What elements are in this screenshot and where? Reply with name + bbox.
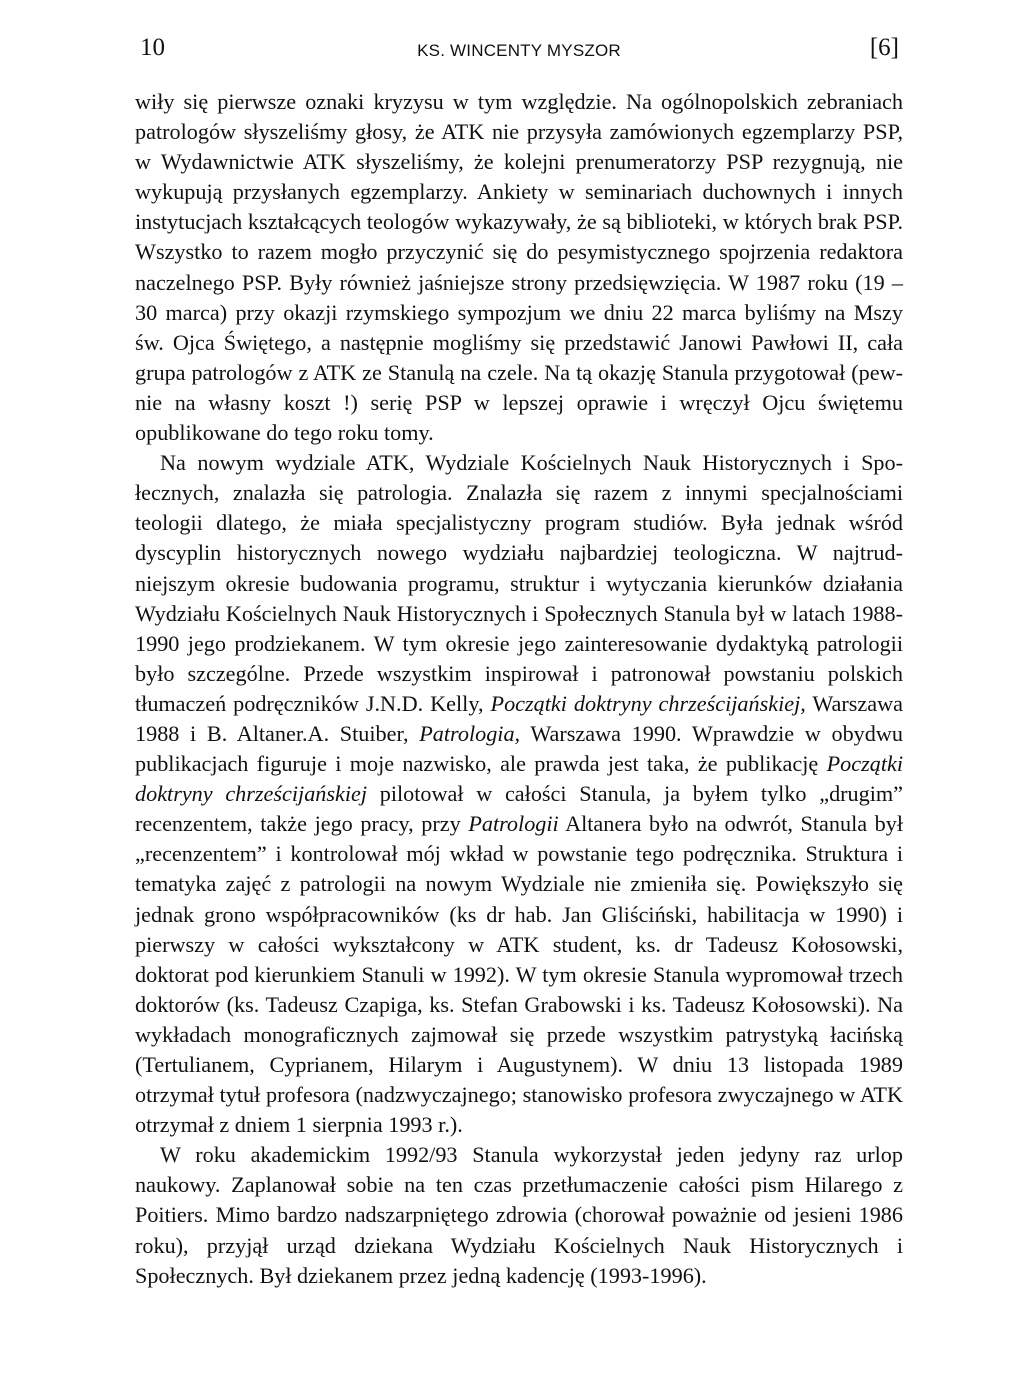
- paragraph: [135, 87, 903, 448]
- italic-title: Patrologii: [468, 811, 559, 837]
- body-text: [135, 87, 903, 1291]
- page-number: 10: [140, 34, 165, 61]
- italic-title: Początki doktryny chrześcijańskiej,: [490, 690, 806, 716]
- paragraph-text: Altanera było na odwrót, Stanula był „recenzentem” i kontrolował mój wkład w powstanie tego podręcznika. Struktura i tematyka zajęć z patrologii na nowym Wydziale nie zmieniła się. Powiększyło się jednak grono współpracowników (ks dr hab. Jan Gliściński, habilitacja w 1990) i pierwszy w całości wykształcony w ATK student, ks. dr Tadeusz Kołosowski, doktorat pod kierunkiem Stanuli w 1992). W tym okresie Stanula wypromował trzech doktorów (ks. Tadeusz Czapiga, ks. Stefan Grabowski i ks. Tadeusz Kołosowski). Na wykładach monograficznych zajmował się przede wszystkim patrystyką łacińską (Tertulianem, Cyprianem, Hilarym i Augustynem). W dniu 13 listopada 1989 otrzymał tytuł profesora (nadzwyczajnego; stanowisko profesora zwyczajnego w ATK otrzymał z dniem 1 sierpnia 1993 r.).: [135, 811, 904, 1138]
- paragraph-text: wiły się pierwsze oznaki kryzysu w tym względzie. Na ogólnopolskich zebraniach patrologów słyszeliśmy głosy, że ATK nie przysyła zamówionych egzemplarzy PSP, w Wydawnictwie ATK słyszeliśmy, że kolejni prenumeratorzy PSP rezygnują, nie wykupują przysłanych egzemplarzy. Ankiety w seminariach duchownych i innych instytucjach kształcących teologów wykazywały, że są biblioteki, w których brak PSP. Wszystko to razem mogło przyczynić się do pesymistycznego spojrzenia redaktora naczelnego PSP. Były również jaśniejsze strony przedsięwzięcia. W 1987 roku (19 – 30 marca) przy okazji rzymskiego sympozjum we dniu 22 marca byliśmy na Mszy św. Ojca Świętego, a następnie mogliśmy się przedstawić Janowi Pawłowi II, cała grupa patrologów z ATK ze Stanulą na czele. Na tą okazję Stanula przygotował (pewnie na własny koszt !) serię PSP w lepszej oprawie i wręczył Ojcu świętemu opublikowane do tego roku tomy.: [135, 89, 903, 446]
- paragraph: [135, 1140, 903, 1290]
- paragraph-text: pilotował w całości Stanula, ja byłem tylko „drugim” recenzentem, także jego pracy, przy: [135, 781, 904, 837]
- paragraph-text: Warszawa 1988 i B. Altaner.A. Stuiber,: [135, 690, 903, 746]
- italic-title: Początki doktryny chrześcijańskiej: [135, 751, 903, 807]
- paragraph: [135, 448, 903, 1140]
- running-head: KS. WINCENTY MYSZOR: [417, 41, 621, 60]
- italic-title: Patrologia,: [419, 720, 521, 746]
- page-header: [135, 26, 903, 66]
- paragraph-text: Na nowym wydziale ATK, Wydziale Kościelnych Nauk Historycznych i Społecznych, znalazła się patrologia. Znalazła się razem z innymi specjalnościami teologii dlatego, że miała specjalistyczny program studiów. Była jednak wśród dyscyplin historycznych nowego wydziału najbardziej teologiczna. W najtrudniejszym okresie budowania programu, struktur i wytyczania kierunków działania Wydziału Kościelnych Nauk Historycznych i Społecznych Stanula był w latach 1988-1990 jego prodziekanem. W tym okresie jego zainteresowanie dydaktyką patrologii było szczególne. Przede wszystkim inspirował i patronował powstaniu polskich tłumaczeń podręczników J.N.D. Kelly,: [135, 450, 903, 716]
- paragraph-text: W roku akademickim 1992/93 Stanula wykorzystał jeden jedyny raz urlop naukowy. Zaplanował sobie na ten czas przetłumaczenie całości pism Hilarego z Poitiers. Mimo bardzo nadszarpniętego zdrowia (chorował poważnie od jesieni 1986 roku), przyjął urząd dziekana Wydziału Kościelnych Nauk Historycznych i Społecznych. Był dziekanem przez jedną kadencję (1993-1996).: [135, 1142, 903, 1288]
- paragraph-text: Warszawa 1990. Wprawdzie w obydwu publikacjach figuruje i moje nazwisko, ale prawda jest taka, że publikację: [135, 720, 903, 777]
- section-number: [6]: [869, 34, 899, 61]
